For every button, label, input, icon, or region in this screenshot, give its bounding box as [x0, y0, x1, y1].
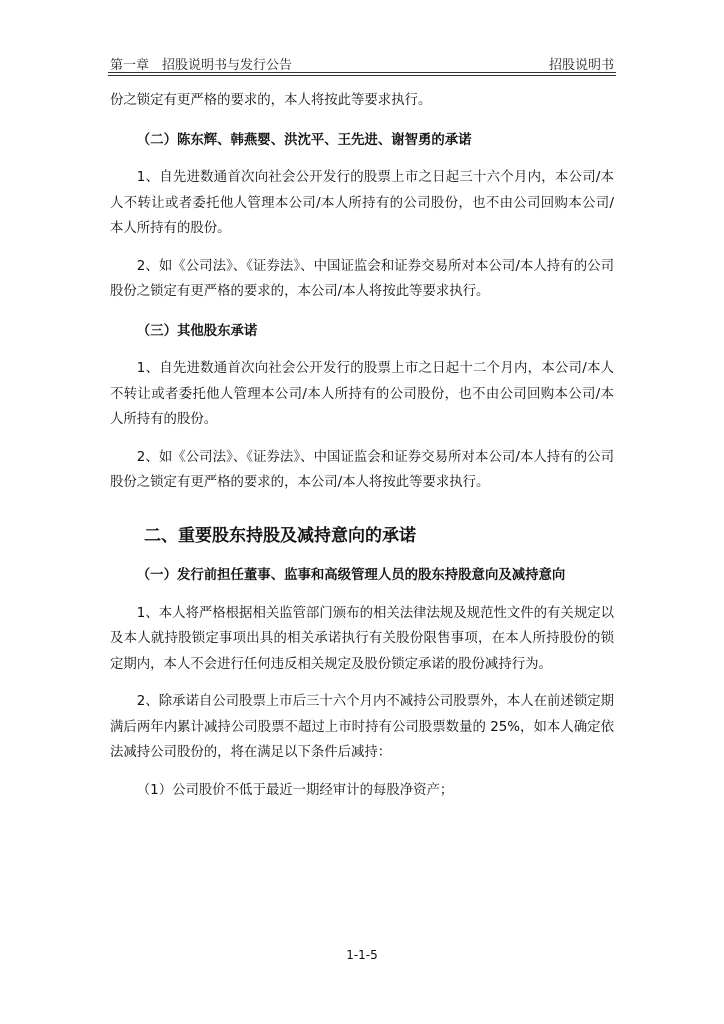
document-body [110, 88, 614, 815]
header-rule [108, 72, 616, 73]
header-document-title: 招股说明书 [548, 58, 614, 73]
paragraph: 1、本人将严格根据相关监管部门颁布的相关法律法规及规范性文件的有关规定以及本人就持股锁定事项出具的相关承诺执行有关股份限售事项，在本人所持股份的锁定期内，本人不会进行任何违反相关规定及股份锁定承诺的股份减持行为。 [110, 605, 614, 672]
list-item: （1）公司股价不低于最近一期经审计的每股净资产； [136, 782, 454, 798]
paragraph: 份之锁定有更严格的要求的，本人将按此等要求执行。 [110, 93, 432, 108]
page-number: 1-1-5 [346, 948, 378, 962]
section-heading: （三）其他股东承诺 [136, 323, 258, 339]
section-heading: （一）发行前担任董事、监事和高级管理人员的股东持股意向及减持意向 [136, 568, 566, 583]
chapter-section-title: 二、重要股东持股及减持意向的承诺 [144, 525, 416, 546]
header-chapter-title: 第一章 招股说明书与发行公告 [110, 58, 293, 73]
section-heading: （二）陈东辉、韩燕婴、洪沈平、王先进、谢智勇的承诺 [136, 132, 472, 148]
paragraph: 2、如《公司法》、《证券法》、中国证监会和证券交易所对本公司/本人持有的公司股份之锁定有更严格的要求的，本公司/本人将按此等要求执行。 [110, 258, 614, 299]
paragraph: 1、自先进数通首次向社会公开发行的股票上市之日起十二个月内，本公司/本人不转让或者委托他人管理本公司/本人所持有的公司股份，也不由公司回购本公司/本人所持有的股份。 [110, 361, 614, 427]
paragraph: 2、除承诺自公司股票上市后三十六个月内不减持公司股票外，本人在前述锁定期满后两年内累计减持公司股票不超过上市时持有公司股票数量的 25%，如本人确定依法减持公司股份的，将在满足以下条件后减持： [110, 694, 614, 760]
header-rule-2 [108, 75, 616, 76]
paragraph: 2、如《公司法》、《证券法》、中国证监会和证券交易所对本公司/本人持有的公司股份之锁定有更严格的要求的，本公司/本人将按此等要求执行。 [110, 449, 614, 490]
paragraph: 1、自先进数通首次向社会公开发行的股票上市之日起三十六个月内，本公司/本人不转让或者委托他人管理本公司/本人所持有的公司股份，也不由公司回购本公司/本人所持有的股份。 [110, 170, 614, 236]
